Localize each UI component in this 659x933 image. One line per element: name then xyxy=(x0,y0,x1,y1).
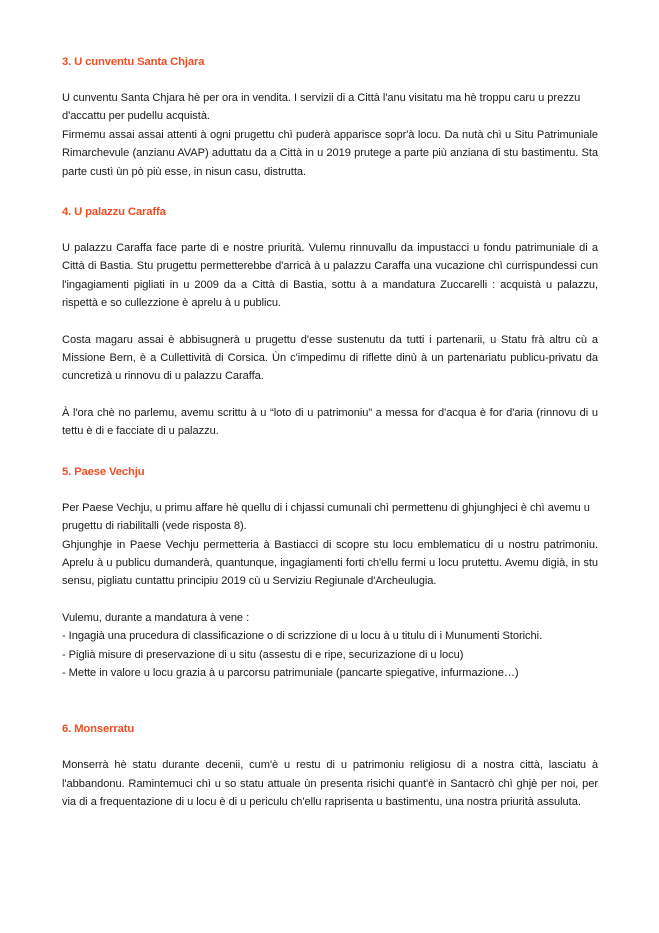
spacer xyxy=(62,736,598,756)
spacer xyxy=(62,181,598,205)
spacer xyxy=(62,591,598,609)
section-3-paragraph-1: U cunventu Santa Chjara hè per ora in vendita. I servizii di a Città l'anu visitatu ma hè troppu caru u prezzu d'accattu per pudellu acquistà. xyxy=(62,92,581,123)
section-4-paragraph-2: Costa magaru assai è abbisugnerà u prugettu d'esse sustenutu da tutti i partenarii, u Statu frà altru cù a Missione Bern, è a Cullettività di Corsica. Ùn c'impedimu di riflette dinù à un partenariatu publicu-privatu da cuncretizà u rinnovu di u palazzu Caraffa. xyxy=(62,333,598,383)
section-5-list-intro: Vulemu, durante a mandatura à vene : xyxy=(62,611,250,624)
section-6-paragraph-1: Monserrà hè statu durante decenii, cum'è u restu di u patrimoniu religiosu di a nostra città, lasciatu à l'abbandonu. Ramintemuci chì u so statu attuale ùn presenta risichi quant'è in Santacrò chì ghjè per noi, per via di a frequentazione di u locu è di u periculu ch'ellu raprisenta u bastimentu, una nostra priurità assuluta. xyxy=(62,759,598,809)
section-heading-6: 6. Monserratu xyxy=(62,723,135,736)
section-5-paragraph-2: Ghjunghje in Paese Vechju permetteria à Bastiacci di scopre stu locu emblematicu di u nostru patrimoniu. Aprelu à u publicu dumanderà, quantunque, ingagiamenti forti ch'ellu fermi u locu prutettu. Avemu digià, in stu sensu, pigliatu cuntattu principiu 2019 cù u Serviziu Regiunale d'Archeulugia. xyxy=(62,538,598,588)
list-item: - Mette in valore u locu grazia à u parcorsu patrimuniale (pancarte spiegative, infurmazione…) xyxy=(62,666,519,679)
spacer xyxy=(62,441,598,465)
spacer xyxy=(62,682,598,722)
spacer xyxy=(62,219,598,239)
spacer xyxy=(62,313,598,331)
document-content xyxy=(62,55,598,812)
list-item: - Piglià misure di preservazione di u situ (assestu di e ripe, securizazione di u locu) xyxy=(62,648,464,661)
section-4-paragraph-3: À l'ora chè no parlemu, avemu scrittu à u “loto di u patrimoniu” a messa for d'acqua è for d'aria (rinnovu di u tettu è di e facciate di u palazzu. xyxy=(62,406,598,438)
section-heading-3: 3. U cunventu Santa Chjara xyxy=(62,56,205,68)
list-item: - Ingagià una prucedura di classificazione o di scrizzione di u locu à u titulu di i Munumenti Storichi. xyxy=(62,630,543,643)
section-heading-4: 4. U palazzu Caraffa xyxy=(62,206,166,219)
section-3-paragraph-2: Firmemu assai assai attenti à ogni prugettu chì puderà apparisce sopr'à locu. Da nutà chì u Situ Patrimuniale Rimarchevule (anzianu AVAP) aduttatu da a Città in u 2019 prutege a parte più anziana di stu bastimentu. Sta parte custì ùn pò più esse, in nisun casu, distrutta. xyxy=(62,128,598,178)
section-5-paragraph-1: Per Paese Vechju, u primu affare hè quellu di i chjassi cumunali chì permettenu di ghjunghjeci è chì avemu u prugettu di riabilitalli (vede risposta 8). xyxy=(62,501,590,533)
spacer xyxy=(62,386,598,404)
section-4-paragraph-1: U palazzu Caraffa face parte di e nostre priurità. Vulemu rinnuvallu da impustacci u fondu patrimuniale di a Città di Bastia. Stu prugettu permetterebbe d'arricà à u palazzu Caraffa una vucazione chì currispundessi cun l'ingagiamenti pigliati in u 2009 da a Città di Bastia, sottu à a mandatura Zuccarelli : acquistà u palazzu, rispettà e so cullezzione è aprelu à u publicu. xyxy=(62,242,598,310)
section-5-list-block xyxy=(62,609,598,683)
spacer xyxy=(62,479,598,499)
section-heading-5: 5. Paese Vechju xyxy=(62,465,145,478)
spacer xyxy=(62,69,598,89)
